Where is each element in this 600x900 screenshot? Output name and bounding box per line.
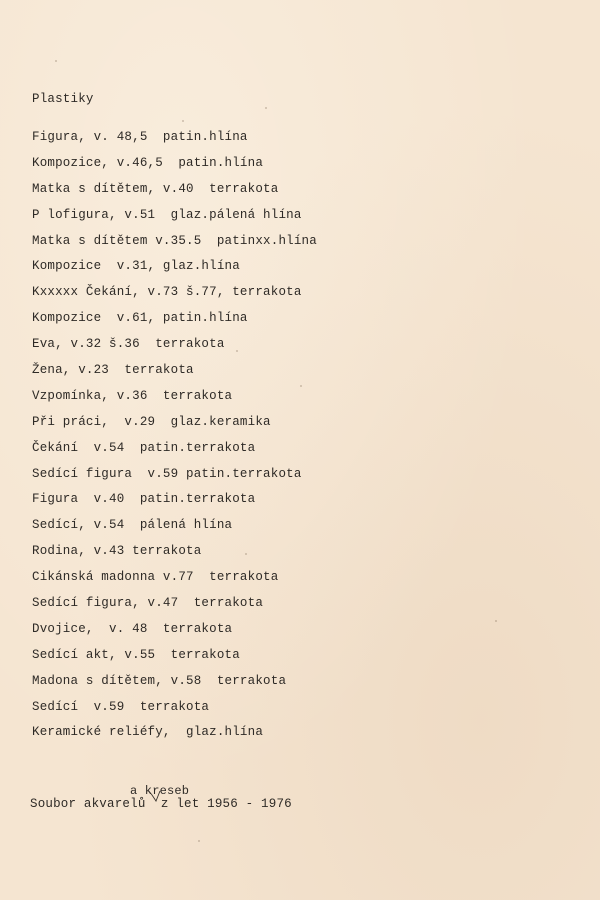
list-item: Dvojice, v. 48 terrakota xyxy=(32,621,233,636)
list-item: Sedící akt, v.55 terrakota xyxy=(32,647,240,662)
list-item: Při práci, v.29 glaz.keramika xyxy=(32,414,271,429)
footer-line: Soubor akvarelů z let 1956 - 1976 xyxy=(30,797,292,811)
list-item: Figura v.40 patin.terrakota xyxy=(32,492,256,507)
list-item: Rodina, v.43 terrakota xyxy=(32,544,202,559)
list-item: Matka s dítětem, v.40 terrakota xyxy=(32,181,279,196)
list-item: Madona s dítětem, v.58 terrakota xyxy=(32,673,287,688)
list-item: Vzpomínka, v.36 terrakota xyxy=(32,388,233,403)
list-item: Kompozice v.61, patin.hlína xyxy=(32,311,248,326)
list-item: Sedící v.59 terrakota xyxy=(32,699,210,714)
footer-handwritten-insert: a kreseb xyxy=(130,784,190,798)
list-item: Sedící, v.54 pálená hlína xyxy=(32,518,233,533)
list-item: Keramické reliéfy, glaz.hlína xyxy=(32,725,264,740)
list-item: Eva, v.32 š.36 terrakota xyxy=(32,337,225,352)
list-item: Sedící figura, v.47 terrakota xyxy=(32,596,264,611)
list-item: Kxxxxx Čekání, v.73 š.77, terrakota xyxy=(32,285,302,300)
list-item: Kompozice, v.46,5 patin.hlína xyxy=(32,155,264,170)
list-item: P lofigura, v.51 glaz.pálená hlína xyxy=(32,207,302,222)
list-item: Žena, v.23 terrakota xyxy=(32,363,194,378)
sculpture-list xyxy=(32,129,572,750)
list-item: Sedící figura v.59 patin.terrakota xyxy=(32,466,302,481)
list-item: Figura, v. 48,5 patin.hlína xyxy=(32,130,248,144)
list-item: Matka s dítětem v.35.5 patinxx.hlína xyxy=(32,233,317,248)
list-item: Čekání v.54 patin.terrakota xyxy=(32,440,256,455)
document-heading: Plastiky xyxy=(32,92,94,106)
list-item: Kompozice v.31, glaz.hlína xyxy=(32,259,240,274)
list-item: Cikánská madonna v.77 terrakota xyxy=(32,570,279,585)
